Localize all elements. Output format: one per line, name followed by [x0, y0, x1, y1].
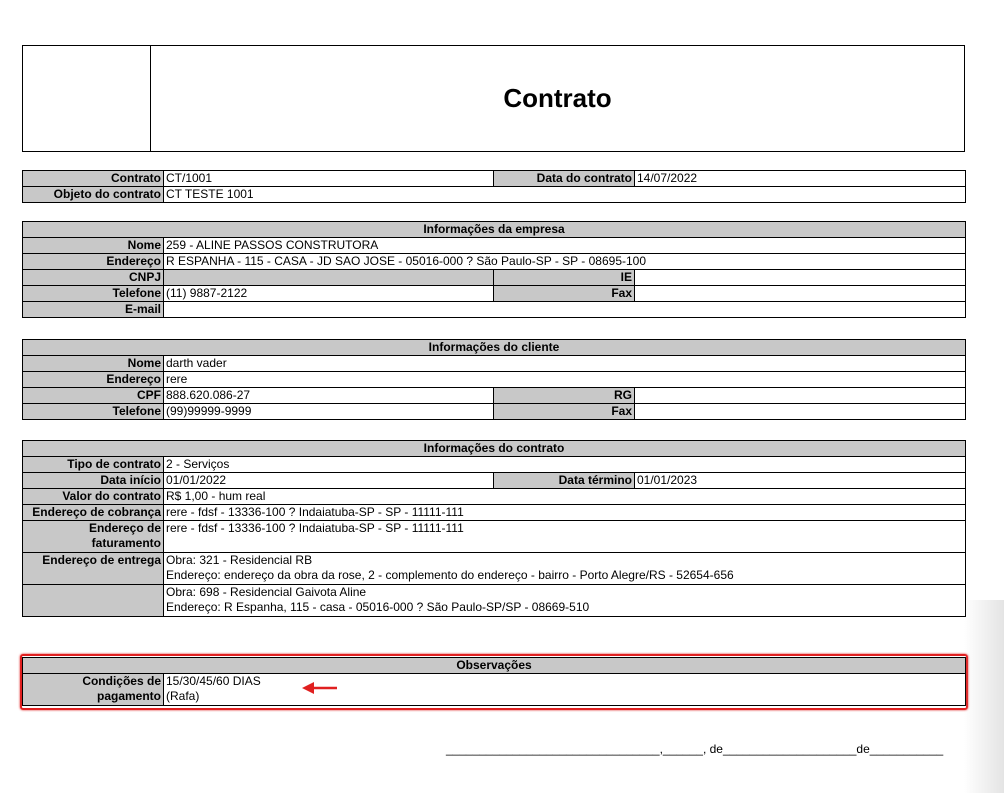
entrega-obra: Obra: 321 - Residencial RB	[166, 553, 313, 567]
valor-contrato-value: R$ 1,00 - hum real	[164, 489, 966, 505]
contrato-label: Contrato	[23, 171, 164, 187]
condicoes-pagamento-label	[23, 674, 164, 706]
entrega-item	[164, 553, 966, 585]
empresa-endereco-label: Endereço	[23, 254, 164, 270]
endereco-entrega-label: Endereço de entrega	[23, 553, 164, 585]
data-termino-label: Data término	[494, 473, 635, 489]
condicoes-pagamento-value-line1: 15/30/45/60 DIAS	[166, 674, 261, 688]
tipo-contrato-value: 2 - Serviços	[164, 457, 966, 473]
empresa-fax-label: Fax	[494, 286, 635, 302]
empresa-email-label: E-mail	[23, 302, 164, 318]
endereco-faturamento-label	[23, 521, 164, 553]
empresa-cnpj-value	[164, 270, 494, 286]
cliente-fax-value	[635, 404, 966, 420]
endereco-faturamento-value: rere - fdsf - 13336-100 ? Indaiatuba-SP - SP - 11111-111	[164, 521, 966, 553]
empresa-ie-label: IE	[494, 270, 635, 286]
endereco-faturamento-label-line1: Endereço de	[88, 521, 161, 535]
empresa-telefone-value: (11) 9887-2122	[164, 286, 494, 302]
endereco-cobranca-label: Endereço de cobrança	[23, 505, 164, 521]
empresa-table	[22, 221, 966, 318]
red-arrow-icon	[300, 680, 340, 696]
objeto-label: Objeto do contrato	[23, 187, 164, 203]
objeto-value: CT TESTE 1001	[164, 187, 966, 203]
cliente-table	[22, 339, 966, 420]
condicoes-pagamento-value	[164, 674, 966, 706]
document-header	[22, 45, 965, 152]
empresa-ie-value	[635, 270, 966, 286]
valor-contrato-label: Valor do contrato	[23, 489, 164, 505]
signature-date-line: ________________________________,______, de____________________de___________	[446, 742, 944, 756]
condicoes-pagamento-label-line1: Condições de	[82, 674, 161, 688]
entrega-endereco: Endereço: endereço da obra da rose, 2 - complemento do endereço - bairro - Porto Alegre/RS - 52654-656	[166, 568, 734, 582]
empresa-section-title: Informações da empresa	[23, 222, 966, 238]
data-contrato-value: 14/07/2022	[635, 171, 966, 187]
empresa-telefone-label: Telefone	[23, 286, 164, 302]
contrato-section-title: Informações do contrato	[23, 441, 966, 457]
data-inicio-label: Data início	[23, 473, 164, 489]
empresa-email-value	[164, 302, 966, 318]
cliente-rg-label: RG	[494, 388, 635, 404]
condicoes-pagamento-label-line2: pagamento	[96, 689, 161, 703]
cliente-section-title: Informações do cliente	[23, 340, 966, 356]
entrega-obra: Obra: 698 - Residencial Gaivota Aline	[166, 585, 367, 599]
contract-summary-table	[22, 170, 966, 203]
data-termino-value: 01/01/2023	[635, 473, 966, 489]
cliente-telefone-value: (99)99999-9999	[164, 404, 494, 420]
condicoes-pagamento-value-line2: (Rafa)	[166, 689, 200, 703]
data-contrato-label: Data do contrato	[494, 171, 635, 187]
cliente-nome-label: Nome	[23, 356, 164, 372]
contrato-value: CT/1001	[164, 171, 494, 187]
cliente-fax-label: Fax	[494, 404, 635, 420]
endereco-faturamento-label-line2: faturamento	[91, 536, 161, 550]
entrega-item	[164, 585, 966, 617]
entrega-endereco: Endereço: R Espanha, 115 - casa - 05016-000 ? São Paulo-SP/SP - 08669-510	[166, 600, 590, 614]
cliente-endereco-label: Endereço	[23, 372, 164, 388]
empresa-cnpj-label: CNPJ	[23, 270, 164, 286]
contrato-table	[22, 440, 966, 617]
endereco-cobranca-value: rere - fdsf - 13336-100 ? Indaiatuba-SP - SP - 11111-111	[164, 505, 966, 521]
logo-placeholder	[23, 46, 151, 151]
cliente-cpf-value: 888.620.086-27	[164, 388, 494, 404]
empresa-nome-value: 259 - ALINE PASSOS CONSTRUTORA	[164, 238, 966, 254]
observacoes-table	[22, 657, 966, 706]
empresa-fax-value	[635, 286, 966, 302]
data-inicio-value: 01/01/2022	[164, 473, 494, 489]
page-title: Contrato	[503, 83, 612, 113]
cliente-rg-value	[635, 388, 966, 404]
page-edge-shadow	[964, 600, 1004, 793]
observacoes-section-title: Observações	[23, 658, 966, 674]
cliente-cpf-label: CPF	[23, 388, 164, 404]
tipo-contrato-label: Tipo de contrato	[23, 457, 164, 473]
cliente-telefone-label: Telefone	[23, 404, 164, 420]
cliente-nome-value: darth vader	[164, 356, 966, 372]
empresa-nome-label: Nome	[23, 238, 164, 254]
empresa-endereco-value: R ESPANHA - 115 - CASA - JD SAO JOSE - 05016-000 ? São Paulo-SP - SP - 08695-100	[164, 254, 966, 270]
cliente-endereco-value: rere	[164, 372, 966, 388]
endereco-entrega-label-continued	[23, 585, 164, 617]
